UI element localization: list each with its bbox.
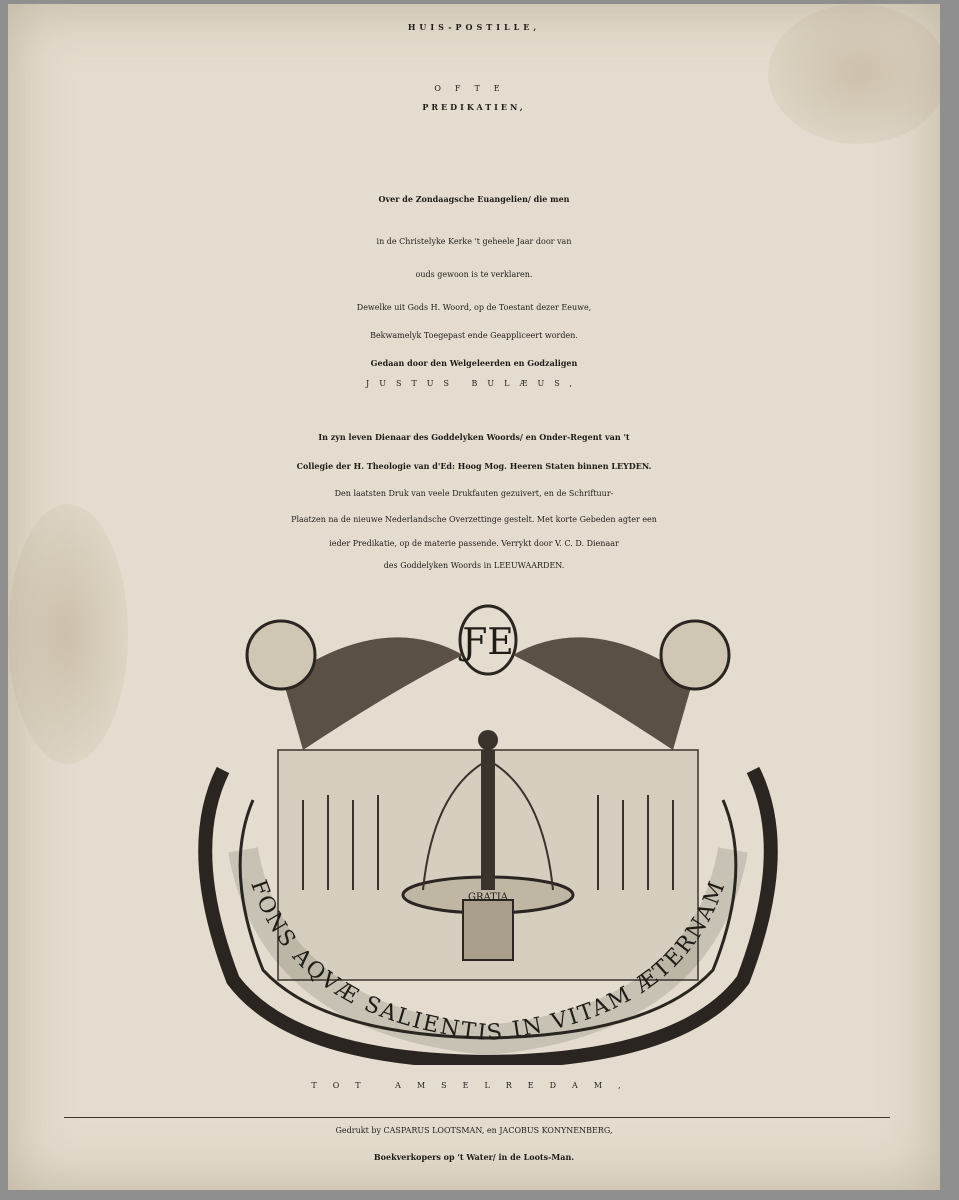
title-line-2: OFTE bbox=[434, 84, 514, 93]
monogram-letters: ƑE bbox=[462, 622, 514, 663]
subtitle-line-1: Over de Zondaagsche Euangelien/ die men bbox=[378, 194, 570, 204]
edition-line-1: Den laatsten Druk van veele Drukfauten gezuivert, en de Schriftuur- bbox=[334, 489, 614, 498]
title-line-1: HUIS-POSTILLE, bbox=[407, 22, 541, 32]
edition-line-4: des Goddelyken Woords in LEEUWAARDEN. bbox=[383, 561, 565, 570]
description-line-1: Dewelke uit Gods H. Woord, op de Toestant dezer Eeuwe, bbox=[356, 303, 592, 312]
fountain-pedestal bbox=[463, 900, 513, 960]
imprint-place: TOT AMSELREDAM, bbox=[311, 1081, 637, 1090]
subtitle-line-3: ouds gewoon is te verklaren. bbox=[415, 270, 533, 279]
edition-line-2: Plaatzen na de nieuwe Nederlandsche Overzettinge gestelt. Met korte Gebeden agter een bbox=[291, 515, 657, 524]
subtitle-line-2: in de Christelyke Kerke 't geheele Jaar door van bbox=[376, 237, 572, 246]
left-cherub bbox=[247, 621, 315, 689]
author-role-line-2: Collegie der H. Theologie van d'Ed: Hoog Mog. Heeren Staten binnen LEYDEN. bbox=[296, 461, 652, 471]
edition-line-3: ieder Predikatie, op de materie passende. Verrykt door V. C. D. Dienaar bbox=[329, 539, 619, 548]
description-line-3: Gedaan door den Welgeleerden en Godzaligen bbox=[370, 358, 578, 368]
right-cherub bbox=[661, 621, 729, 689]
author-name: JUSTUS BULÆUS, bbox=[366, 379, 582, 388]
description-line-2: Bekwamelyk Toegepast ende Geappliceert worden. bbox=[370, 331, 578, 340]
title-page bbox=[8, 4, 940, 1190]
printers-emblem bbox=[163, 600, 813, 1065]
title-line-3: PREDIKATIEN, bbox=[422, 102, 526, 112]
fountain-figure-head bbox=[478, 730, 498, 750]
publisher-line-2: Boekverkopers op 't Water/ in de Loots-Man. bbox=[373, 1152, 575, 1162]
fountain-figure bbox=[481, 750, 495, 890]
author-role-line-1: In zyn leven Dienaar des Goddelyken Woords/ en Onder-Regent van 't bbox=[318, 432, 630, 442]
imprint-rule bbox=[64, 1117, 890, 1118]
publisher-line-1: Gedrukt by CASPARUS LOOTSMAN, en JACOBUS KONYNENBERG, bbox=[335, 1126, 613, 1135]
emblem-center-word: GRATIA bbox=[467, 892, 509, 903]
emblem-motto: FONS AQVÆ SALIENTIS IN VITAM ÆTERNAM bbox=[245, 876, 731, 1047]
